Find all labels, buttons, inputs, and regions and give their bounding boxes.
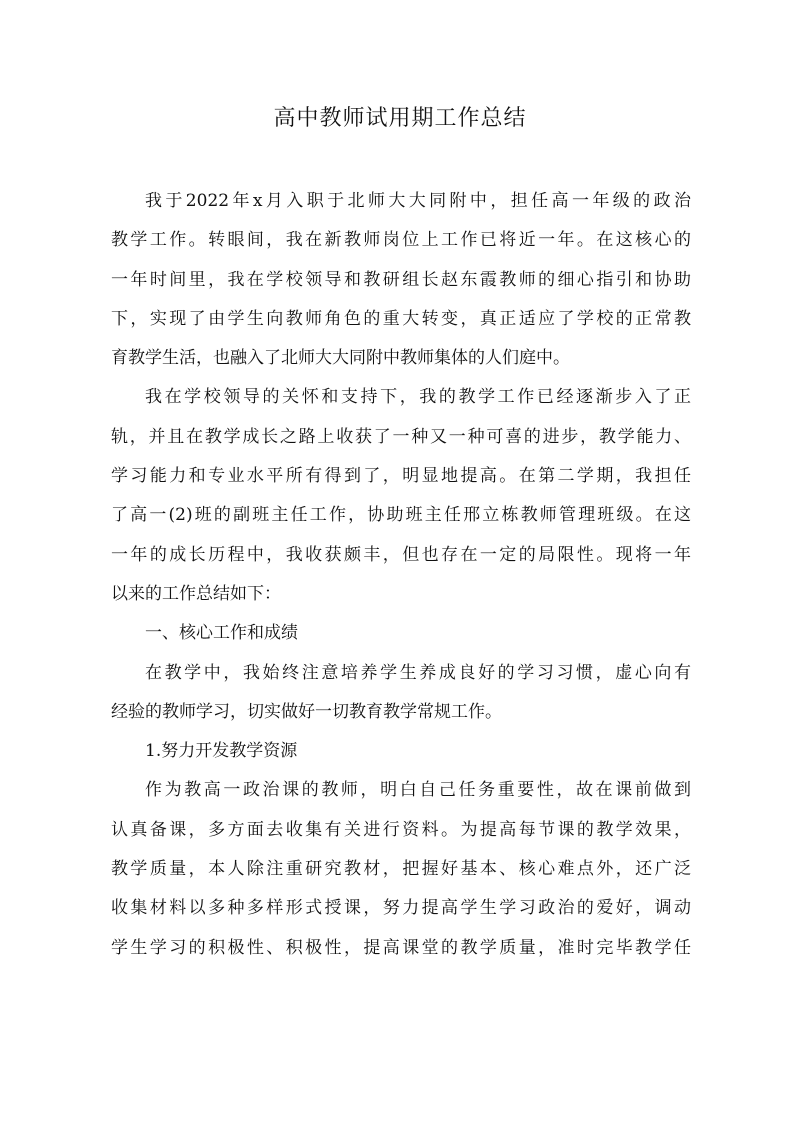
document-title: 高中教师试用期工作总结	[273, 106, 527, 131]
paragraph-line: 学生学习的积极性、积极性，提高课堂的教学质量，准时完毕教学任	[111, 937, 691, 958]
paragraph-line: 教学质量，本人除注重研究教材，把握好基本、核心难点外，还广泛	[111, 859, 691, 880]
paragraph-line: 育教学生活，也融入了北师大大同附中教师集体的人们庭中。	[111, 348, 570, 369]
paragraph-line: 了高一(2)班的副班主任工作，协助班主任邢立栋教师管理班级。在这	[111, 505, 691, 526]
paragraph-line: 认真备课，多方面去收集有关进行资料。为提高每节课的教学效果，	[111, 819, 691, 840]
paragraph-line: 一年的成长历程中，我收获颇丰，但也存在一定的局限性。现将一年	[111, 544, 691, 565]
paragraph-line: 在教学中，我始终注意培养学生养成良好的学习习惯，虚心向有	[145, 662, 691, 683]
paragraph-line: 我在学校领导的关怀和支持下，我的教学工作已经逐渐步入了正	[145, 387, 691, 408]
paragraph-line: 教学工作。转眼间，我在新教师岗位上工作已将近一年。在这核心的	[111, 230, 691, 251]
paragraph-line: 作为教高一政治课的教师，明白自己任务重要性，故在课前做到	[145, 780, 691, 801]
paragraph-line: 下，实现了由学生向教师角色的重大转变，真正适应了学校的正常教	[111, 308, 691, 329]
document-body	[111, 182, 691, 968]
section-heading: 一、核心工作和成绩	[145, 623, 298, 644]
paragraph-line: 学习能力和专业水平所有得到了，明显地提高。在第二学期，我担任	[111, 466, 691, 487]
paragraph-line: 一年时间里，我在学校领导和教研组长赵东霞教师的细心指引和协助	[111, 269, 691, 290]
paragraph-line: 经验的教师学习，切实做好一切教育教学常规工作。	[111, 701, 502, 722]
subsection-heading: 1.努力开发教学资源	[145, 741, 298, 762]
paragraph-line: 以来的工作总结如下：	[111, 583, 281, 604]
paragraph-line: 我于2022年x月入职于北师大大同附中，担任高一年级的政治	[145, 191, 691, 211]
paragraph-line: 收集材料以多种多样形式授课，努力提高学生学习政治的爱好，调动	[111, 898, 691, 919]
paragraph-line: 轨，并且在教学成长之路上收获了一种又一种可喜的进步，教学能力、	[111, 426, 691, 447]
